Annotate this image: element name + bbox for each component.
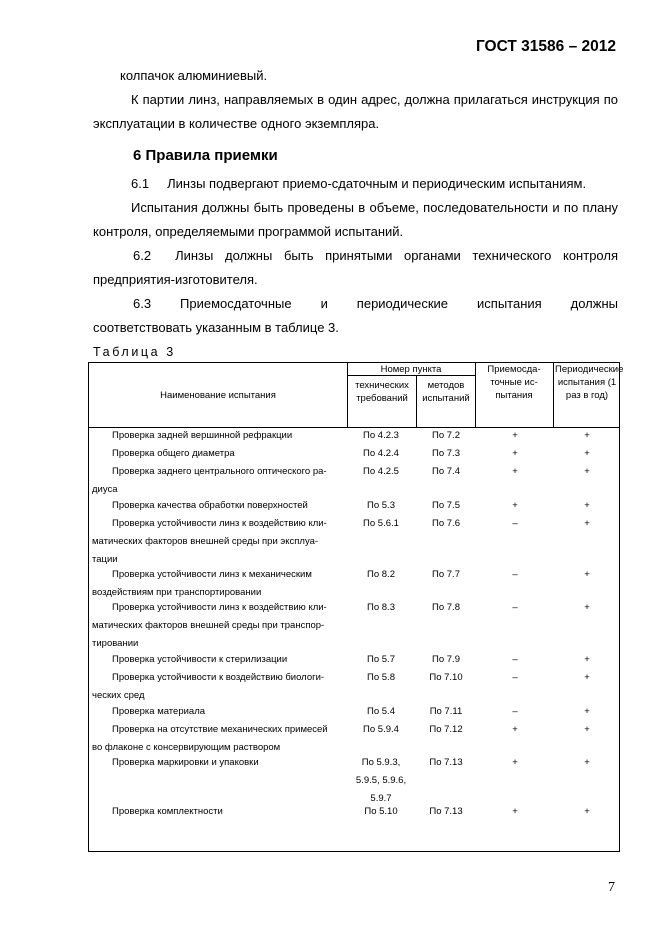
test-name-line: Проверка устойчивости линз к механическим bbox=[112, 569, 312, 580]
tech-req-cell: По 4.2.5 bbox=[363, 466, 399, 477]
acceptance-cell: + bbox=[512, 757, 518, 768]
periodic-cell: + bbox=[584, 569, 590, 580]
periodic-cell: + bbox=[584, 500, 590, 511]
acceptance-cell: + bbox=[512, 448, 518, 459]
paragraph-tests: Испытания должны быть проведены в объеме, последовательности и по плану контроля, определяемыми программой испытаний. bbox=[93, 200, 618, 239]
periodic-cell: + bbox=[584, 466, 590, 477]
periodic-cell: + bbox=[584, 430, 590, 441]
clause-word: Приемосдаточные bbox=[180, 296, 292, 311]
clause-word: периодические bbox=[356, 296, 449, 311]
clause-word: и bbox=[320, 296, 328, 311]
tech-req-cell: По 5.8 bbox=[367, 672, 395, 683]
test-name-line: воздействиям при транспортировании bbox=[92, 587, 262, 598]
test-name-line: матических факторов внешней среды при эксплуа- bbox=[92, 536, 319, 547]
header-tech-req: технических требований bbox=[355, 380, 409, 404]
periodic-cell: + bbox=[584, 448, 590, 459]
acceptance-cell: + bbox=[512, 724, 518, 735]
acceptance-cell: – bbox=[512, 602, 518, 613]
method-cell: По 7.6 bbox=[432, 518, 460, 529]
paragraph-instruction: К партии линз, направляемых в один адрес, должна прилагаться инструкция по эксплуатации в количестве одного экземпляра. bbox=[93, 92, 618, 131]
acceptance-cell: – bbox=[512, 569, 518, 580]
clause-text: Линзы подвергают приемо-сдаточным и периодическим испытаниям. bbox=[167, 176, 587, 191]
header-clause-number: Номер пункта bbox=[380, 364, 442, 375]
test-name-line: Проверка задней вершинной рефракции bbox=[112, 430, 293, 441]
test-name-line: диуса bbox=[92, 484, 118, 495]
method-cell: По 7.5 bbox=[432, 500, 460, 511]
tech-req-cell: По 5.7 bbox=[367, 654, 395, 665]
test-name-line: Проверка устойчивости линз к воздействию кли- bbox=[112, 518, 327, 529]
acceptance-cell: + bbox=[512, 430, 518, 441]
test-name-line: Проверка заднего центрального оптического ра- bbox=[112, 466, 327, 477]
tech-req-cell: По 4.2.3 bbox=[363, 430, 399, 441]
test-name-line: тировании bbox=[92, 638, 139, 649]
method-cell: По 7.7 bbox=[432, 569, 460, 580]
test-name-cell bbox=[89, 566, 347, 602]
acceptance-cell: + bbox=[512, 806, 518, 817]
method-cell: По 7.13 bbox=[429, 806, 463, 817]
header-methods: методов испытаний bbox=[422, 380, 470, 404]
test-name-line: Проверка устойчивости линз к воздействию кли- bbox=[112, 602, 327, 613]
tech-req-cell: По 5.9.4 bbox=[363, 724, 399, 735]
test-name-cell bbox=[89, 721, 347, 757]
standard-header: ГОСТ 31586 – 2012 bbox=[475, 38, 616, 55]
test-name-line: Проверка качества обработки поверхностей bbox=[112, 500, 308, 511]
test-name-cell bbox=[89, 599, 347, 653]
acceptance-cell: – bbox=[512, 518, 518, 529]
test-name-cell bbox=[89, 651, 347, 669]
acceptance-cell: + bbox=[512, 466, 518, 477]
header-acceptance: Приемосда-точные ис-пытания bbox=[487, 364, 541, 401]
clause-text: Линзы должны быть принятыми органами технического контроля bbox=[175, 248, 618, 263]
test-name-line: матических факторов внешней среды при транспор- bbox=[92, 620, 325, 631]
tech-req-cell: По 5.6.1 bbox=[363, 518, 399, 529]
periodic-cell: + bbox=[584, 724, 590, 735]
acceptance-cell: – bbox=[512, 672, 518, 683]
test-name-line: Проверка на отсутствие механических примесей bbox=[112, 724, 328, 735]
paragraph-6-3 bbox=[133, 292, 618, 316]
tech-req-cell: По 8.2 bbox=[367, 569, 395, 580]
header-test-name: Наименование испытания bbox=[160, 390, 276, 401]
clause-number: 6.2 bbox=[133, 248, 152, 263]
method-cell: По 7.12 bbox=[429, 724, 463, 735]
method-cell: По 7.3 bbox=[432, 448, 460, 459]
tech-req-cell: По 5.4 bbox=[367, 706, 395, 717]
paragraph-6-3-cont: соответствовать указанным в таблице 3. bbox=[93, 320, 339, 335]
test-name-line: Проверка общего диаметра bbox=[112, 448, 235, 459]
test-name-line: во флаконе с консервирующим раствором bbox=[92, 742, 281, 753]
periodic-cell: + bbox=[584, 518, 590, 529]
header-periodic: Периодические испытания (1 раз в год) bbox=[555, 364, 624, 401]
clause-word: должны bbox=[570, 296, 618, 311]
tech-req-cell bbox=[347, 754, 415, 808]
test-name-cell bbox=[89, 463, 347, 499]
header-divider bbox=[475, 363, 476, 427]
method-cell: По 7.2 bbox=[432, 430, 460, 441]
tech-req-line: 5.9.7 bbox=[370, 793, 392, 804]
paragraph-6-2-cont: предприятия-изготовителя. bbox=[93, 272, 258, 287]
test-name-cell bbox=[89, 427, 347, 445]
tech-req-cell: По 8.3 bbox=[367, 602, 395, 613]
method-cell: По 7.8 bbox=[432, 602, 460, 613]
periodic-cell: + bbox=[584, 654, 590, 665]
test-name-cell bbox=[89, 515, 347, 569]
method-cell: По 7.9 bbox=[432, 654, 460, 665]
test-name-cell bbox=[89, 445, 347, 463]
tech-req-cell: По 5.3 bbox=[367, 500, 395, 511]
clause-number: 6.1 bbox=[131, 176, 150, 191]
tech-req-cell: По 4.2.4 bbox=[363, 448, 399, 459]
tech-req-line: По 5.9.3, bbox=[361, 757, 401, 768]
test-name-line: Проверка материала bbox=[112, 706, 206, 717]
test-name-line: тации bbox=[92, 554, 118, 565]
section-heading: 6 Правила приемки bbox=[133, 147, 278, 164]
page-number: 7 bbox=[608, 880, 615, 895]
tech-req-line: 5.9.5, 5.9.6, bbox=[355, 775, 407, 786]
acceptance-cell: – bbox=[512, 654, 518, 665]
acceptance-cell: + bbox=[512, 500, 518, 511]
test-name-cell bbox=[89, 703, 347, 721]
test-name-line: ческих сред bbox=[92, 690, 145, 701]
tests-table bbox=[88, 362, 624, 852]
method-cell: По 7.10 bbox=[429, 672, 463, 683]
test-name-cell bbox=[89, 803, 347, 821]
periodic-cell: + bbox=[584, 602, 590, 613]
test-name-cell bbox=[89, 497, 347, 515]
paragraph-6-2 bbox=[133, 244, 618, 268]
acceptance-cell: – bbox=[512, 706, 518, 717]
clause-number: 6.3 bbox=[133, 296, 152, 311]
tech-req-cell: По 5.10 bbox=[364, 806, 398, 817]
test-name-line: Проверка устойчивости к стерилизации bbox=[112, 654, 288, 665]
table-caption: Таблица 3 bbox=[93, 345, 176, 359]
test-name-cell bbox=[89, 754, 347, 772]
periodic-cell: + bbox=[584, 706, 590, 717]
paragraph-6-1 bbox=[93, 172, 618, 196]
paragraph-cap: колпачок алюминиевый. bbox=[120, 68, 268, 83]
method-cell: По 7.11 bbox=[429, 706, 463, 717]
periodic-cell: + bbox=[584, 806, 590, 817]
method-cell: По 7.4 bbox=[432, 466, 460, 477]
test-name-line: Проверка маркировки и упаковки bbox=[112, 757, 259, 768]
header-divider bbox=[416, 375, 417, 427]
test-name-line: Проверка комплектности bbox=[112, 806, 223, 817]
periodic-cell: + bbox=[584, 757, 590, 768]
test-name-line: Проверка устойчивости к воздействию биологи- bbox=[112, 672, 325, 683]
header-divider bbox=[553, 363, 554, 427]
clause-word: испытания bbox=[477, 296, 542, 311]
method-cell: По 7.13 bbox=[429, 757, 463, 768]
test-name-cell bbox=[89, 669, 347, 705]
periodic-cell: + bbox=[584, 672, 590, 683]
